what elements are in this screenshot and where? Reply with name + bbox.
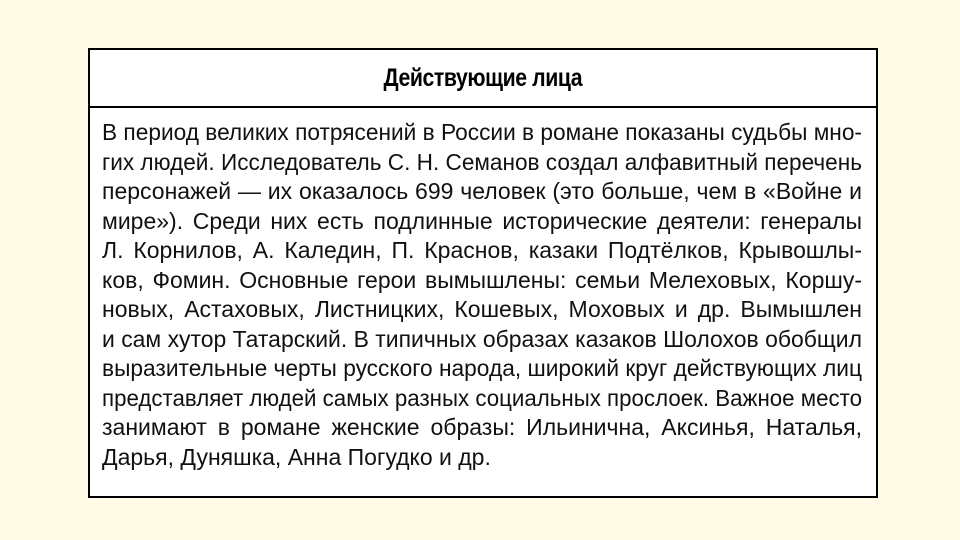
box-heading: Действующие лица bbox=[383, 63, 583, 92]
text-line: новых, Астаховых, Листницких, Кошевых, Моховых и др. Вымышлен bbox=[102, 296, 862, 322]
text-line: В период великих потрясений в России в романе показаны судьбы мно- bbox=[102, 119, 862, 145]
text-line: персонажей — их оказалось 699 человек (это больше, чем в «Войне и bbox=[102, 178, 862, 204]
text-line: занимают в романе женские образы: Ильинична, Аксинья, Наталья, bbox=[102, 414, 862, 440]
text-line-last: Дарья, Дуняшка, Анна Погудко и др. bbox=[102, 443, 491, 470]
box-body bbox=[90, 108, 876, 472]
text-line: и сам хутор Татарский. В типичных образах казаков Шолохов обобщил bbox=[102, 325, 862, 352]
heading-bar bbox=[90, 50, 876, 108]
text-line: ков, Фомин. Основные герои вымышлены: семьи Мелеховых, Коршу- bbox=[102, 266, 862, 293]
text-line: выразительные черты русского народа, широкий круг действующих лиц bbox=[102, 355, 862, 381]
text-line: представляет людей самых разных социальных прослоек. Важное место bbox=[102, 384, 862, 411]
text-line: мире»). Среди них есть подлинные исторические деятели: генералы bbox=[102, 207, 862, 234]
text-line: Л. Корнилов, А. Каледин, П. Краснов, казаки Подтёлков, Крывошлы- bbox=[102, 237, 862, 263]
text-box bbox=[88, 48, 878, 498]
text-line: гих людей. Исследователь С. Н. Семанов создал алфавитный перечень bbox=[102, 148, 862, 175]
